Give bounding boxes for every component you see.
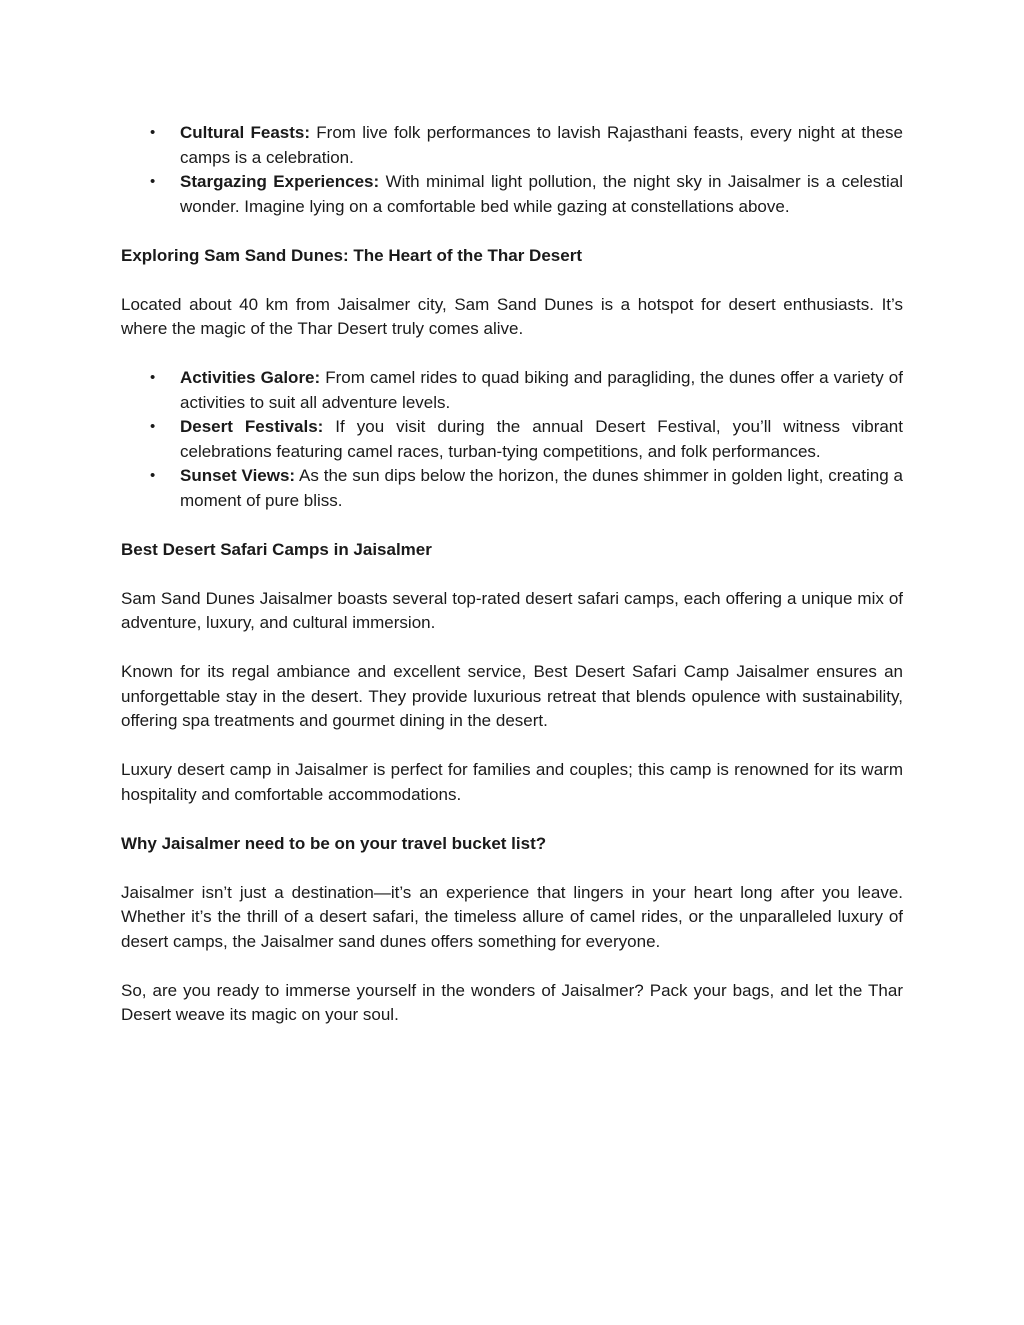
paragraph-luxury-camp: Luxury desert camp in Jaisalmer is perfect for families and couples; this camp is renowned for its warm hospitality and comfortable accommodations. [121, 760, 903, 804]
bullet-list-activities [121, 366, 903, 513]
list-item-term: Sunset Views: [180, 466, 296, 485]
bullet-icon: • [150, 467, 156, 484]
list-item [150, 464, 903, 513]
bullet-icon: • [150, 124, 156, 141]
list-item-text: From live folk performances to lavish Rajasthani feasts, every night at these camps is a celebration. [180, 123, 903, 167]
list-item [150, 121, 903, 170]
list-item [150, 366, 903, 415]
bullet-icon: • [150, 369, 156, 386]
list-item [150, 415, 903, 464]
section-heading-sam-sand-dunes: Exploring Sam Sand Dunes: The Heart of the Thar Desert [121, 245, 582, 265]
list-item-term: Desert Festivals: [180, 417, 324, 436]
bullet-icon: • [150, 418, 156, 435]
section-heading-best-camps: Best Desert Safari Camps in Jaisalmer [121, 539, 432, 559]
paragraph-best-camp: Known for its regal ambiance and excellent service, Best Desert Safari Camp Jaisalmer ensures an unforgettable stay in the desert. They provide luxurious retreat that blends opulence with sustainability, offering spa treatments and gourmet dining in the desert. [121, 662, 903, 730]
list-item-text: If you visit during the annual Desert Festival, you’ll witness vibrant celebrations featuring camel races, turban-tying competitions, and folk performances. [180, 417, 903, 461]
list-item-term: Activities Galore: [180, 368, 321, 387]
bullet-list-experiences [121, 121, 903, 219]
list-item-text: From camel rides to quad biking and paragliding, the dunes offer a variety of activities to suit all adventure levels. [180, 368, 903, 412]
list-item-text: With minimal light pollution, the night sky in Jaisalmer is a celestial wonder. Imagine lying on a comfortable bed while gazing at constellations above. [180, 172, 903, 216]
section-heading-why-jaisalmer: Why Jaisalmer need to be on your travel bucket list? [121, 833, 547, 853]
paragraph-sam-sand-dunes-intro: Located about 40 km from Jaisalmer city, Sam Sand Dunes is a hotspot for desert enthusiasts. It’s where the magic of the Thar Desert truly comes alive. [121, 294, 903, 338]
list-item-term: Cultural Feasts: [180, 123, 311, 142]
list-item [150, 170, 903, 219]
bullet-icon: • [150, 173, 156, 190]
list-item-term: Stargazing Experiences: [180, 172, 380, 191]
paragraph-camps-overview: Sam Sand Dunes Jaisalmer boasts several top-rated desert safari camps, each offering a unique mix of adventure, luxury, and cultural immersion. [121, 588, 903, 632]
paragraph-closing: So, are you ready to immerse yourself in the wonders of Jaisalmer? Pack your bags, and let the Thar Desert weave its magic on your soul. [121, 980, 903, 1024]
paragraph-why-jaisalmer: Jaisalmer isn’t just a destination—it’s an experience that lingers in your heart long after you leave. Whether it’s the thrill of a desert safari, the timeless allure of camel rides, or the unparalleled luxury of desert camps, the Jaisalmer sand dunes offers something for everyone. [121, 882, 903, 951]
page-content [121, 121, 903, 1028]
list-item-text: As the sun dips below the horizon, the dunes shimmer in golden light, creating a moment of pure bliss. [180, 466, 903, 510]
